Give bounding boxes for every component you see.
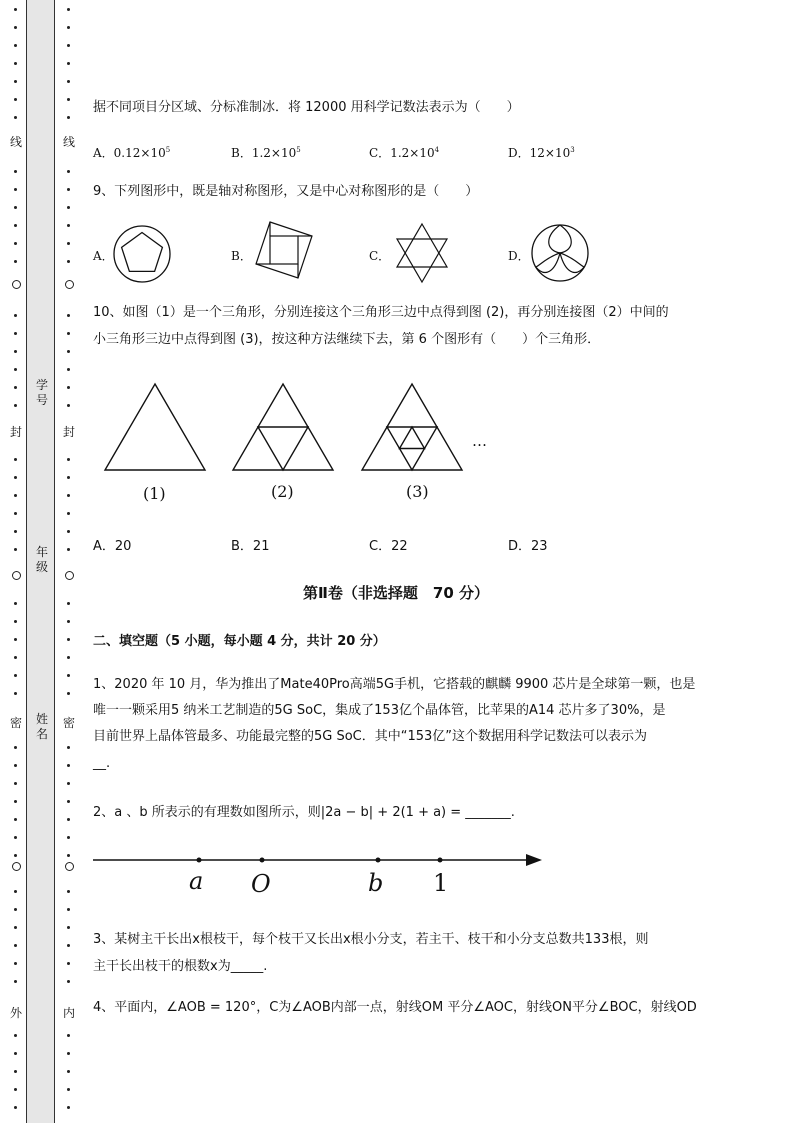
f1-line3: 目前世界上晶体管最多、功能最完整的5G SoC．其中“153亿”这个数据用科学记数法可以表示为 <box>93 729 648 744</box>
inner-label-feng: 封 <box>62 425 75 439</box>
number-line <box>92 850 544 870</box>
binding-dot <box>14 962 17 965</box>
q10-option-d: D．23 <box>508 539 548 554</box>
binding-dot <box>67 188 70 191</box>
binding-dot <box>14 386 17 389</box>
binding-dot <box>67 746 70 749</box>
name-label: 姓名 <box>35 712 48 741</box>
binding-dot <box>67 638 70 641</box>
binding-dot <box>14 494 17 497</box>
f1-answer-blank: __. <box>93 756 111 771</box>
caption-figure-2: (2) <box>271 482 294 501</box>
binding-dot <box>14 170 17 173</box>
binding-dot <box>14 260 17 263</box>
binding-dot <box>14 782 17 785</box>
f1-line2: 唯一一颗采用5 纳米工艺制造的5G SoC，集成了153亿个晶体管，比苹果的A14 芯片多了30%，是 <box>93 703 666 718</box>
triangle-figure-2 <box>232 383 334 471</box>
binding-dot <box>67 512 70 515</box>
q9-option-d-label: D． <box>508 249 530 263</box>
binding-dot <box>14 944 17 947</box>
binding-dot <box>14 854 17 857</box>
binding-dot <box>67 476 70 479</box>
outer-hole <box>12 571 21 580</box>
binding-dot <box>14 314 17 317</box>
binding-dot <box>14 818 17 821</box>
number-line-label-origin: O <box>251 870 271 898</box>
binding-dot <box>14 1070 17 1073</box>
three-petal-circle-figure <box>529 222 591 284</box>
binding-dot <box>67 404 70 407</box>
binding-dot <box>67 80 70 83</box>
binding-dot <box>67 1070 70 1073</box>
binding-dot <box>67 980 70 983</box>
binding-dot <box>14 206 17 209</box>
binding-dot <box>67 692 70 695</box>
binding-dot <box>67 926 70 929</box>
binding-dot <box>67 656 70 659</box>
caption-figure-3: (3) <box>406 482 429 501</box>
binding-dot <box>67 854 70 857</box>
triangle-figure-1 <box>104 383 206 471</box>
inner-label-nei: 内 <box>62 1006 75 1020</box>
inner-label-mi: 密 <box>62 716 75 730</box>
binding-dot <box>67 908 70 911</box>
binding-dot <box>14 62 17 65</box>
outer-label-mi: 密 <box>9 716 22 730</box>
binding-dot <box>67 170 70 173</box>
binding-dot <box>14 1052 17 1055</box>
binding-dot <box>14 1034 17 1037</box>
binding-dot <box>14 746 17 749</box>
binding-dot <box>67 26 70 29</box>
f3-line2: 主干长出枝干的根数x为_____. <box>93 959 268 974</box>
binding-dot <box>67 962 70 965</box>
outer-label-xian: 线 <box>9 135 22 149</box>
binding-dot <box>67 782 70 785</box>
pinwheel-square-figure <box>253 220 315 282</box>
binding-dot <box>67 224 70 227</box>
binding-dot <box>14 836 17 839</box>
binding-dot <box>14 1088 17 1091</box>
binding-dot <box>67 8 70 11</box>
inner-label-xian: 线 <box>62 135 75 149</box>
binding-dot <box>14 476 17 479</box>
binding-dot <box>67 116 70 119</box>
binding-dot <box>14 548 17 551</box>
binding-dot <box>67 674 70 677</box>
f2-stem: 2、a 、b 所表示的有理数如图所示，则|2a − b| + 2(1 + a) = _______. <box>93 805 515 820</box>
q10-stem-line1: 10、如图（1）是一个三角形，分别连接这个三角形三边中点得到图 (2)，再分别连接图（2）中间的 <box>93 305 669 320</box>
f3-line1: 3、某树主干长出x根枝干，每个枝干又长出x根小分支，若主干、枝干和小分支总数共133根，则 <box>93 932 649 947</box>
binding-dot <box>67 602 70 605</box>
binding-dot <box>14 8 17 11</box>
binding-dot <box>67 548 70 551</box>
q9-stem: 9、下列图形中，既是轴对称图形，又是中心对称图形的是（ ） <box>93 184 479 199</box>
binding-dot <box>67 242 70 245</box>
number-line-label-one: 1 <box>433 869 449 897</box>
grade-label: 年级 <box>35 545 48 574</box>
number-line-label-b: b <box>368 869 384 897</box>
binding-dot <box>14 638 17 641</box>
q9-option-a-label: A． <box>93 249 114 263</box>
binding-dot <box>67 62 70 65</box>
binding-dot <box>67 350 70 353</box>
binding-dot <box>67 836 70 839</box>
binding-dot <box>14 980 17 983</box>
binding-dot <box>67 620 70 623</box>
binding-dot <box>67 944 70 947</box>
q10-option-b: B．21 <box>231 539 270 554</box>
outer-dot-column <box>10 0 22 1123</box>
binding-dot <box>67 1088 70 1091</box>
binding-dot <box>67 314 70 317</box>
inner-hole <box>65 571 74 580</box>
inner-hole <box>65 862 74 871</box>
binding-dot <box>14 116 17 119</box>
triangle-figure-3 <box>361 383 463 471</box>
binding-dot <box>14 368 17 371</box>
binding-dot <box>14 692 17 695</box>
binding-dot <box>14 602 17 605</box>
binding-dot <box>14 224 17 227</box>
binding-dot <box>14 98 17 101</box>
outer-label-wai: 外 <box>9 1006 22 1020</box>
binding-dot <box>14 26 17 29</box>
binding-dot <box>14 242 17 245</box>
binding-dot <box>14 1106 17 1109</box>
binding-dot <box>14 332 17 335</box>
binding-dot <box>67 458 70 461</box>
binding-dot <box>14 404 17 407</box>
outer-hole <box>12 280 21 289</box>
binding-dot <box>67 764 70 767</box>
binding-dot <box>67 1106 70 1109</box>
q8-option-b: B．$1.2\times 10^5$ <box>231 146 301 160</box>
student-id-label: 学号 <box>35 378 48 407</box>
fill-blank-section-heading: 二、填空题（5 小题，每小题 4 分，共计 20 分） <box>93 634 386 649</box>
binding-dot <box>14 512 17 515</box>
f4-stem: 4、平面内，∠AOB = 120°，C为∠AOB内部一点，射线OM 平分∠AOC，射线ON平分∠BOC，射线OD <box>93 1000 697 1015</box>
binding-dot <box>14 620 17 623</box>
q9-option-b-label: B． <box>231 249 252 263</box>
binding-dot <box>67 260 70 263</box>
part-two-title: 第Ⅱ卷（非选择题 70 分） <box>303 584 489 602</box>
q10-option-a: A．20 <box>93 539 132 554</box>
q8-option-c: C．$1.2\times 10^4$ <box>369 146 440 160</box>
binding-dot <box>14 890 17 893</box>
q8-option-d: D．$12\times 10^3$ <box>508 146 575 160</box>
binding-dot <box>14 674 17 677</box>
binding-dot <box>67 818 70 821</box>
q10-stem-line2: 小三角形三边中点得到图 (3)，按这种方法继续下去，第 6 个图形有（ ）个三角形． <box>93 332 601 347</box>
q9-option-c-label: C． <box>369 249 391 263</box>
binding-dot <box>14 656 17 659</box>
binding-dot <box>14 350 17 353</box>
binding-dot <box>14 926 17 929</box>
pentagon-in-circle-figure <box>112 224 172 284</box>
q8-stem: 据不同项目分区域、分标准制冰．将 12000 用科学记数法表示为（ ） <box>93 100 520 115</box>
binding-dot <box>67 890 70 893</box>
binding-dot <box>67 1034 70 1037</box>
binding-dot <box>67 44 70 47</box>
binding-dot <box>14 44 17 47</box>
binding-dot <box>14 764 17 767</box>
binding-dot <box>67 530 70 533</box>
inner-dot-column <box>63 0 75 1123</box>
number-line-label-a: a <box>189 867 204 895</box>
outer-label-feng: 封 <box>9 425 22 439</box>
hexagram-figure <box>391 222 453 284</box>
binding-dot <box>67 1052 70 1055</box>
binding-dot <box>67 332 70 335</box>
binding-dot <box>14 188 17 191</box>
binding-dot <box>14 530 17 533</box>
binding-dot <box>67 206 70 209</box>
binding-dot <box>67 494 70 497</box>
q10-option-c: C．22 <box>369 539 408 554</box>
binding-dot <box>14 80 17 83</box>
triangle-sequence-ellipsis: … <box>472 432 487 450</box>
binding-dot <box>14 908 17 911</box>
binding-dot <box>67 368 70 371</box>
inner-hole <box>65 280 74 289</box>
outer-hole <box>12 862 21 871</box>
binding-dot <box>67 386 70 389</box>
binding-dot <box>14 458 17 461</box>
caption-figure-1: (1) <box>143 484 166 503</box>
q8-option-a: A．$0.12\times 10^5$ <box>93 146 171 160</box>
binding-dot <box>67 98 70 101</box>
f1-line1: 1、2020 年 10 月，华为推出了Mate40Pro高端5G手机，它搭载的麒麟 9900 芯片是全球第一颗，也是 <box>93 677 696 692</box>
binding-dot <box>67 800 70 803</box>
binding-dot <box>14 800 17 803</box>
